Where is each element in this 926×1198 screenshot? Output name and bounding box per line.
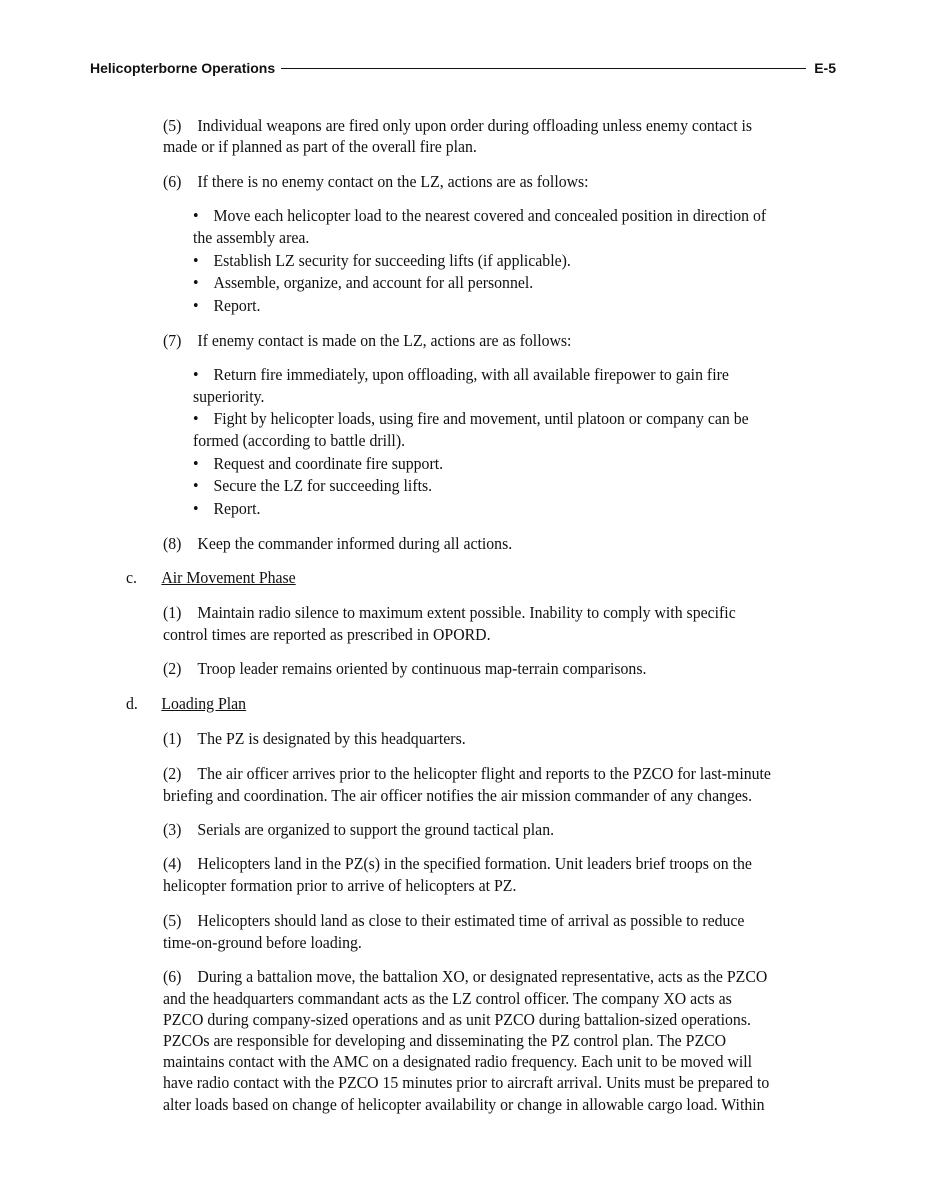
bullet-item: [193, 364, 729, 385]
bullet-item: [193, 475, 432, 496]
paragraph-text: Keep the commander informed during all actions.: [197, 534, 513, 553]
paragraph-line: helicopter formation prior to arrive of helicopters at PZ.: [163, 876, 517, 895]
bullet-item: [193, 250, 571, 271]
section-title: Air Movement Phase: [161, 568, 296, 587]
bullet-text: Establish LZ security for succeeding lifts (if applicable).: [213, 251, 571, 270]
running-header: [90, 58, 836, 78]
paragraph-line: maintains contact with the AMC on a designated radio frequency. Each unit to be moved will: [163, 1052, 753, 1071]
bullet-icon: •: [193, 365, 199, 384]
bullet-item: [193, 453, 443, 474]
paragraph-line: control times are reported as prescribed in OPORD.: [163, 625, 491, 644]
bullet-text: Report.: [213, 499, 261, 518]
bullet-icon: •: [193, 476, 199, 495]
item-number: (5): [163, 116, 182, 135]
paragraph-text: Helicopters should land as close to their estimated time of arrival as possible to reduce: [197, 911, 745, 930]
paragraph-line: made or if planned as part of the overall fire plan.: [163, 137, 477, 156]
paragraph-line: alter loads based on change of helicopter availability or change in allowable cargo load. Within: [163, 1095, 765, 1114]
section-letter: c.: [126, 568, 137, 587]
bullet-icon: •: [193, 273, 199, 292]
section-letter: d.: [126, 694, 138, 713]
paragraph-line: [163, 115, 752, 136]
item-number: (3): [163, 820, 182, 839]
item-number: (2): [163, 659, 182, 678]
bullet-continuation: the assembly area.: [193, 228, 310, 247]
paragraph-line: [163, 330, 571, 351]
header-rule: [281, 68, 806, 69]
bullet-text: Request and coordinate fire support.: [213, 454, 444, 473]
bullet-text: Return fire immediately, upon offloading, with all available firepower to gain fire: [213, 365, 729, 384]
paragraph-line: briefing and coordination. The air officer notifies the air mission commander of any changes.: [163, 786, 753, 805]
paragraph-line: [163, 533, 512, 554]
paragraph-text: Maintain radio silence to maximum extent possible. Inability to comply with specific: [197, 603, 736, 622]
bullet-icon: •: [193, 499, 199, 518]
bullet-text: Report.: [213, 296, 261, 315]
paragraph-line: PZCO during company-sized operations and as unit PZCO during battalion-sized operations.: [163, 1010, 751, 1029]
bullet-icon: •: [193, 296, 199, 315]
paragraph-line: [163, 658, 646, 679]
section-title: Loading Plan: [161, 694, 247, 713]
section-heading-c: [126, 567, 296, 588]
paragraph-line: [163, 602, 736, 623]
bullet-continuation: superiority.: [193, 387, 265, 406]
paragraph-line: [163, 966, 767, 987]
bullet-text: Secure the LZ for succeeding lifts.: [213, 476, 433, 495]
paragraph-line: PZCOs are responsible for developing and disseminating the PZ control plan. The PZCO: [163, 1031, 727, 1050]
paragraph-line: [163, 910, 744, 931]
paragraph-line: [163, 763, 771, 784]
paragraph-text: If there is no enemy contact on the LZ, actions are as follows:: [197, 172, 589, 191]
bullet-text: Fight by helicopter loads, using fire and movement, until platoon or company can be: [213, 409, 749, 428]
item-number: (7): [163, 331, 182, 350]
bullet-item: [193, 295, 260, 316]
paragraph-line: [163, 853, 752, 874]
page-number: E-5: [814, 60, 836, 76]
bullet-item: [193, 408, 749, 429]
item-number: (8): [163, 534, 182, 553]
item-number: (1): [163, 729, 182, 748]
bullet-icon: •: [193, 206, 199, 225]
bullet-icon: •: [193, 454, 199, 473]
paragraph-text: Helicopters land in the PZ(s) in the specified formation. Unit leaders brief troops on the: [197, 854, 752, 873]
bullet-item: [193, 498, 260, 519]
bullet-text: Assemble, organize, and account for all personnel.: [213, 273, 534, 292]
item-number: (6): [163, 172, 182, 191]
paragraph-line: [163, 728, 466, 749]
paragraph-text: The PZ is designated by this headquarters.: [197, 729, 466, 748]
bullet-item: [193, 272, 533, 293]
paragraph-text: Serials are organized to support the ground tactical plan.: [197, 820, 555, 839]
paragraph-line: have radio contact with the PZCO 15 minutes prior to aircraft arrival. Units must be prepared to: [163, 1073, 770, 1092]
bullet-item: [193, 205, 766, 226]
paragraph-line: and the headquarters commandant acts as the LZ control officer. The company XO acts as: [163, 989, 732, 1008]
paragraph-text: If enemy contact is made on the LZ, actions are as follows:: [197, 331, 572, 350]
item-number: (6): [163, 967, 182, 986]
bullet-icon: •: [193, 251, 199, 270]
item-number: (5): [163, 911, 182, 930]
paragraph-text: Troop leader remains oriented by continuous map-terrain comparisons.: [197, 659, 647, 678]
header-title: Helicopterborne Operations: [90, 60, 276, 76]
bullet-text: Move each helicopter load to the nearest covered and concealed position in direction of: [213, 206, 767, 225]
bullet-continuation: formed (according to battle drill).: [193, 431, 406, 450]
paragraph-line: [163, 171, 589, 192]
item-number: (1): [163, 603, 182, 622]
paragraph-line: [163, 819, 554, 840]
item-number: (4): [163, 854, 182, 873]
paragraph-text: During a battalion move, the battalion XO, or designated representative, acts as the PZCO: [197, 967, 768, 986]
paragraph-text: The air officer arrives prior to the helicopter flight and reports to the PZCO for last-minute: [197, 764, 771, 783]
paragraph-text: Individual weapons are fired only upon order during offloading unless enemy contact is: [197, 116, 753, 135]
item-number: (2): [163, 764, 182, 783]
section-heading-d: [126, 693, 246, 714]
bullet-icon: •: [193, 409, 199, 428]
paragraph-line: time-on-ground before loading.: [163, 933, 362, 952]
